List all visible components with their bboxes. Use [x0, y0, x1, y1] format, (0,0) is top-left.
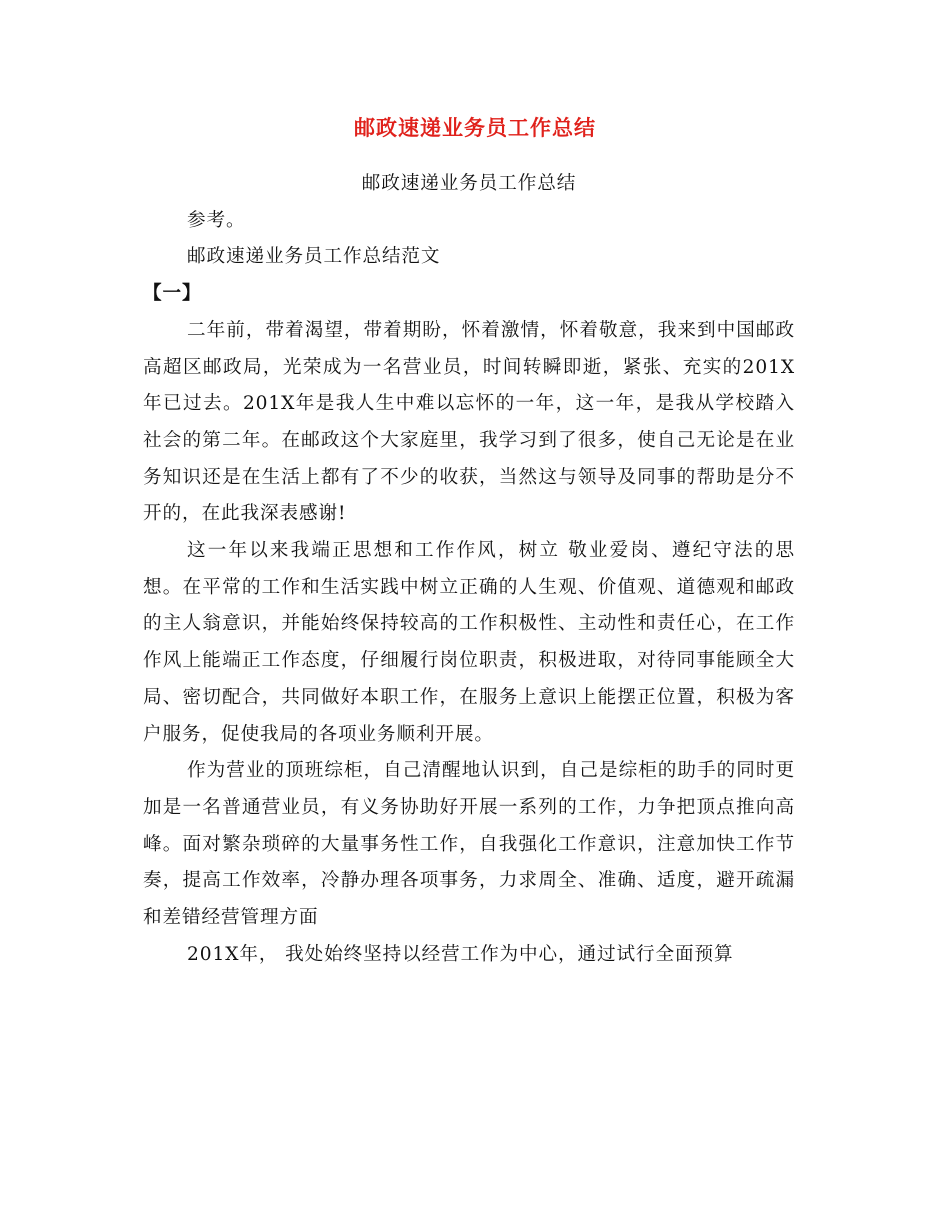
document-subtitle: 邮政速递业务员工作总结 [361, 173, 577, 194]
paragraph: 作为营业的顶班综柜，自己清醒地认识到，自己是综柜的助手的同时更加是一名普通营业员，有义务协助好开展一系列的工作，力争把顶点推向高峰。面对繁杂琐碎的大量事务性工作，自我强化工作意识，注意加快工作节奏，提高工作效率，冷静办理各项事务，力求周全、准确、适度，避开疏漏和差错经营管理方面 [143, 760, 795, 929]
reference-line: 参考。 [187, 209, 246, 231]
paragraph: 201X年， 我处始终坚持以经营工作为中心，通过试行全面预算 [187, 943, 734, 965]
section-marker: 【一】 [143, 283, 202, 305]
document-body [143, 166, 795, 973]
sample-title-line: 邮政速递业务员工作总结范文 [187, 246, 441, 268]
document-title: 邮政速递业务员工作总结 [354, 115, 596, 140]
paragraph: 这一年以来我端正思想和工作作风，树立 敬业爱岗、遵纪守法的思想。在平常的工作和生活实践中树立正确的人生观、价值观、道德观和邮政的主人翁意识，并能始终保持较高的工作积极性、主动性和责任心，在工作作风上能端正工作态度，仔细履行岗位职责，积极进取，对待同事能顾全大局、密切配合，共同做好本职工作，在服务上意识上能摆正位置，积极为客户服务，促使我局的各项业务顺利开展。 [143, 540, 795, 745]
paragraph: 二年前，带着渴望，带着期盼，怀着激情，怀着敬意，我来到中国邮政高超区邮政局，光荣成为一名营业员，时间转瞬即逝，紧张、充实的201X年已过去。201X年是我人生中难以忘怀的一年，这一年，是我从学校踏入社会的第二年。在邮政这个大家庭里，我学习到了很多，使自己无论是在业务知识还是在生活上都有了不少的收获，当然这与领导及同事的帮助是分不开的，在此我深表感谢! [143, 319, 795, 525]
